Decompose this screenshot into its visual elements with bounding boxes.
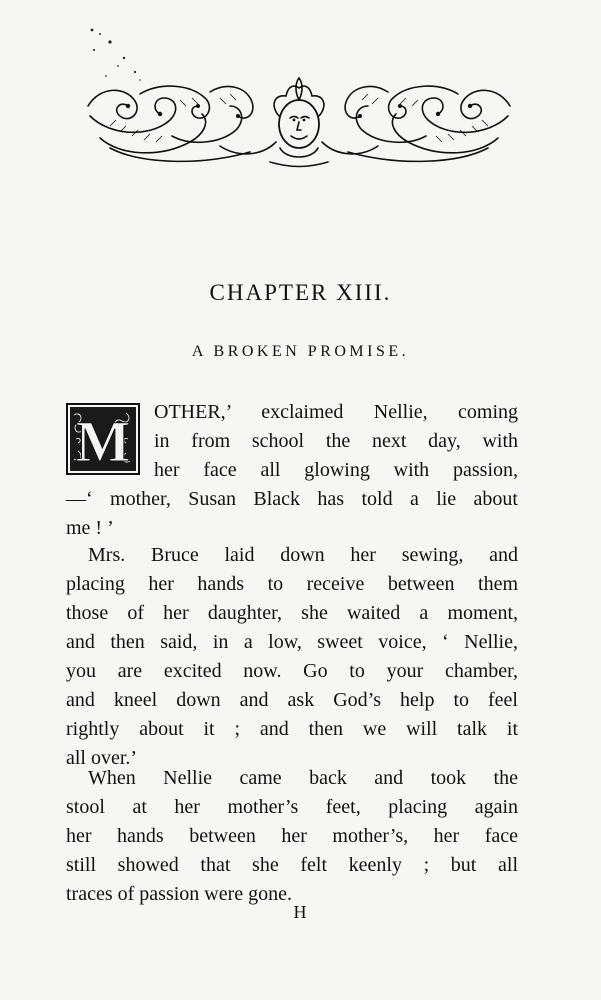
chapter-heading: CHAPTER XIII. [209, 280, 392, 305]
text-line: in from school the next day, with [154, 430, 518, 452]
text-line: you are excited now. Go to your chamber, [66, 660, 518, 682]
text-line: OTHER,’ exclaimed Nellie, coming [154, 401, 518, 423]
text-line: placing her hands to receive between them [66, 573, 518, 595]
text-line: and kneel down and ask God’s help to feel [66, 689, 518, 711]
text-line: me ! ’ [66, 517, 114, 539]
text-line: —‘ mother, Susan Black has told a lie about [66, 488, 518, 510]
text-line: her face all glowing with passion, [154, 459, 518, 481]
text-line: and then said, in a low, sweet voice, ‘ Nellie, [66, 631, 518, 653]
svg-text:M: M [75, 409, 131, 474]
text-line: stool at her mother’s feet, placing again [66, 796, 518, 818]
paragraph-2 [66, 541, 518, 773]
paragraph-3 [66, 764, 518, 909]
floral-headpiece-ornament [80, 76, 518, 170]
text-line: her hands between her mother’s, her face [66, 825, 518, 847]
paragraph-1 [66, 398, 518, 543]
text-line: those of her daughter, she waited a moment, [66, 602, 518, 624]
text-line: all over.’ [66, 747, 138, 769]
text-line: rightly about it ; and then we will talk it [66, 718, 518, 740]
signature-mark: H [293, 902, 308, 922]
text-line: still showed that she felt keenly ; but all [66, 854, 518, 876]
text-line: When Nellie came back and took the [88, 767, 518, 789]
chapter-subtitle: A BROKEN PROMISE. [191, 343, 410, 360]
text-line: Mrs. Bruce laid down her sewing, and [88, 544, 518, 566]
text-line: traces of passion were gone. [66, 883, 293, 905]
